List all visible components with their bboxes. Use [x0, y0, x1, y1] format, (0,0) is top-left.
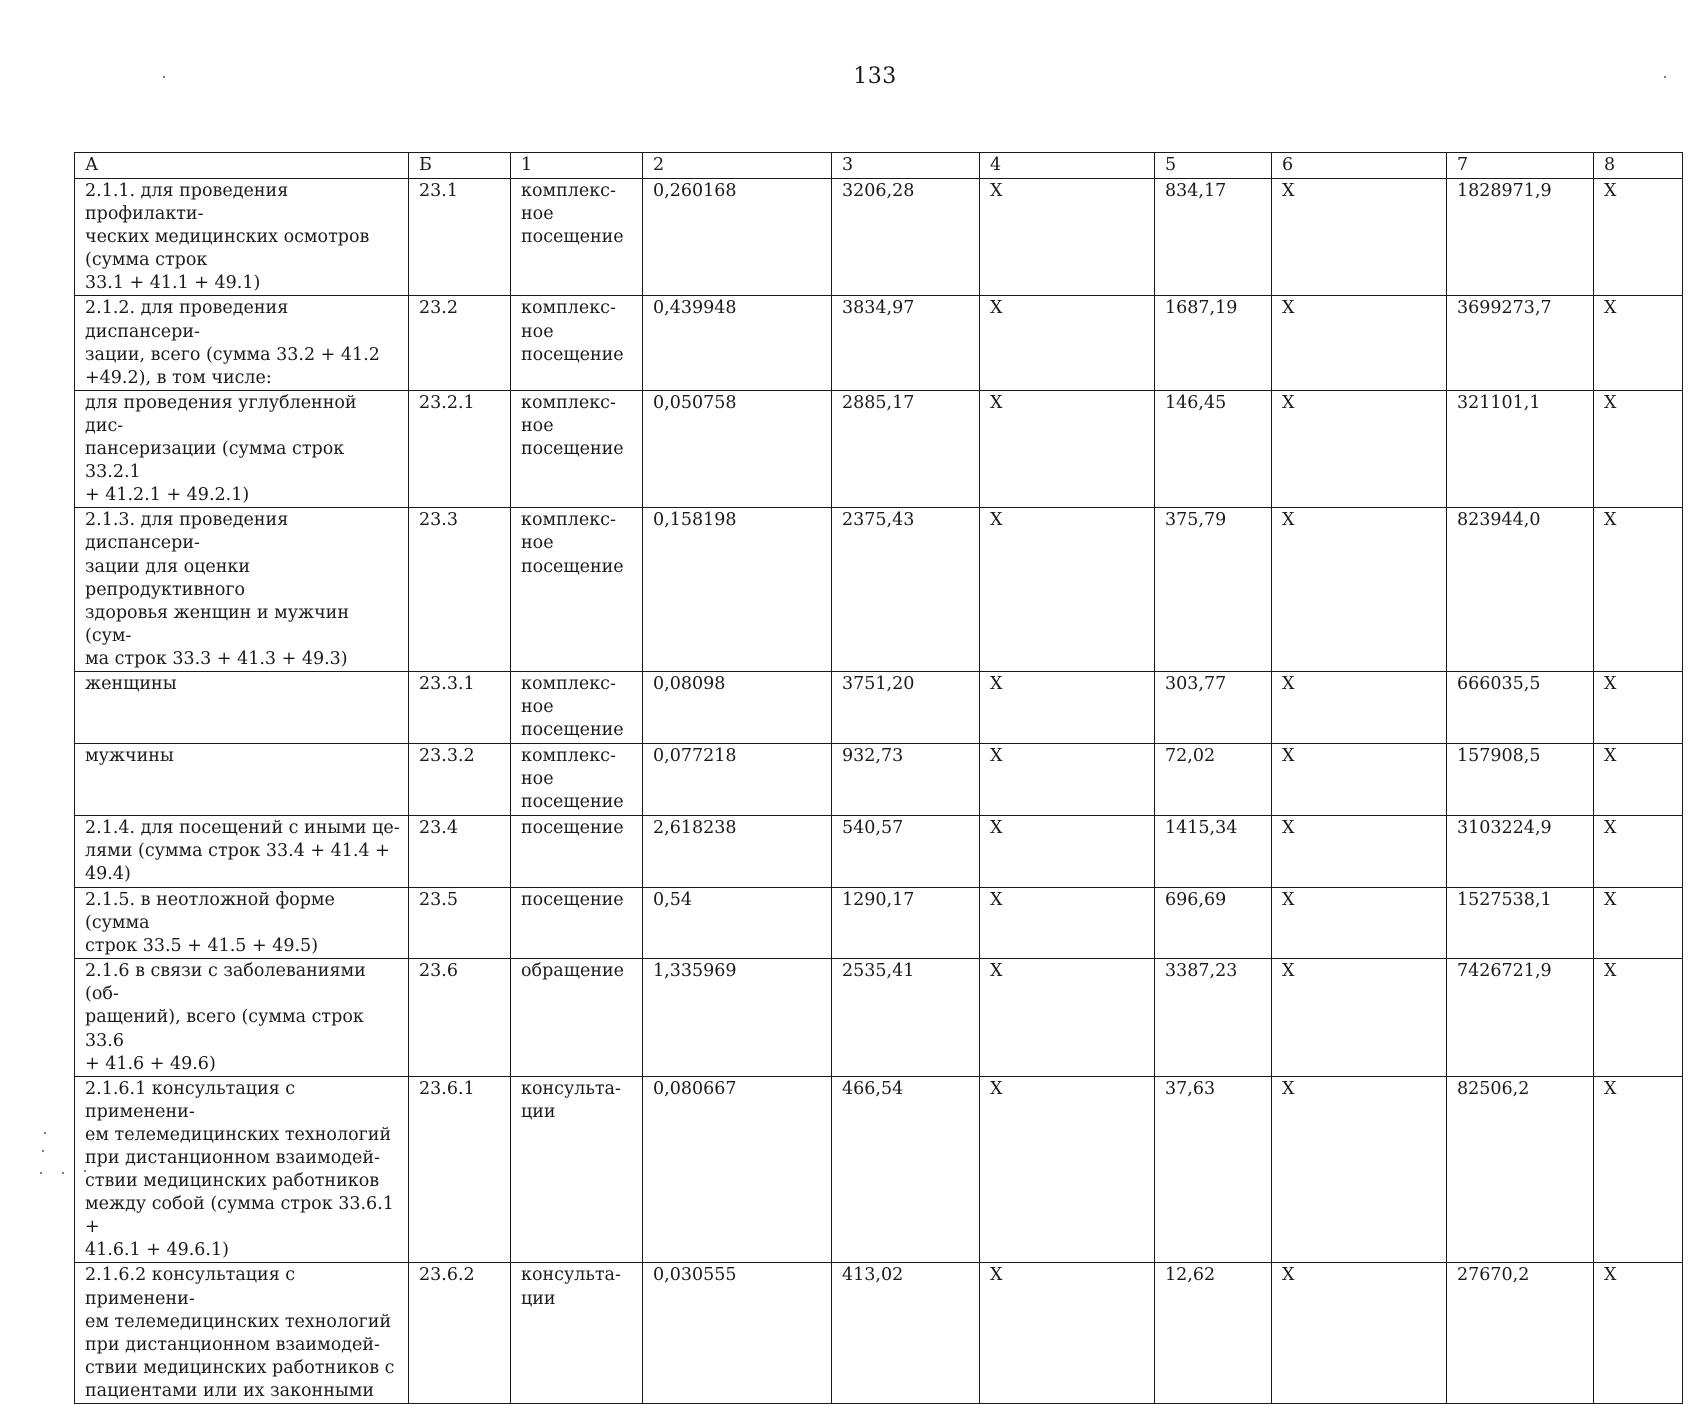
value-cell-7: 666035,5	[1447, 671, 1594, 743]
unit-cell: комплекс- ное посещение	[511, 390, 643, 507]
value-cell-5: 12,62	[1155, 1263, 1272, 1404]
value-cell-2: 0,050758	[643, 390, 832, 507]
value-cell-8: Х	[1594, 296, 1683, 390]
table-row	[75, 743, 1683, 815]
value-cell-4: Х	[980, 815, 1155, 887]
value-cell-7: 3103224,9	[1447, 815, 1594, 887]
row-label-cell: 2.1.6.1 консультация с применени- ем телемедицинских технологий при дистанционном взаимодей- ствии медицинских работников между собой (сумма строк 33.6.1 + 41.6.1 + 49.6.1)	[75, 1076, 409, 1263]
value-cell-7: 1828971,9	[1447, 179, 1594, 296]
header-cell-4: 4	[980, 153, 1155, 179]
value-cell-5: 1415,34	[1155, 815, 1272, 887]
row-label-cell: для проведения углубленной дис- пансеризации (сумма строк 33.2.1 + 41.2.1 + 49.2.1)	[75, 390, 409, 507]
value-cell-4: Х	[980, 887, 1155, 958]
value-cell-6: Х	[1272, 743, 1447, 815]
table-row	[75, 959, 1683, 1076]
value-cell-3: 2535,41	[832, 959, 980, 1076]
row-label-cell: 2.1.4. для посещений с иными це- лями (сумма строк 33.4 + 41.4 + 49.4)	[75, 815, 409, 887]
value-cell-3: 3834,97	[832, 296, 980, 390]
value-cell-8: Х	[1594, 390, 1683, 507]
row-label-cell: женщины	[75, 671, 409, 743]
value-cell-3: 413,02	[832, 1263, 980, 1404]
value-cell-8: Х	[1594, 887, 1683, 958]
value-cell-7: 27670,2	[1447, 1263, 1594, 1404]
value-cell-7: 823944,0	[1447, 508, 1594, 672]
value-cell-2: 0,158198	[643, 508, 832, 672]
value-cell-4: Х	[980, 671, 1155, 743]
header-cell-5: 5	[1155, 153, 1272, 179]
row-label-cell: 2.1.3. для проведения диспансери- зации для оценки репродуктивного здоровья женщин и мужчин (сум- ма строк 33.3 + 41.3 + 49.3)	[75, 508, 409, 672]
value-cell-2: 0,260168	[643, 179, 832, 296]
table-row	[75, 296, 1683, 390]
row-code-cell: 23.2	[409, 296, 511, 390]
table-row	[75, 815, 1683, 887]
row-label-cell: 2.1.6 в связи с заболеваниями (об- ращений), всего (сумма строк 33.6 + 41.6 + 49.6)	[75, 959, 409, 1076]
table-row	[75, 671, 1683, 743]
value-cell-8: Х	[1594, 959, 1683, 1076]
value-cell-5: 834,17	[1155, 179, 1272, 296]
value-cell-4: Х	[980, 508, 1155, 672]
value-cell-7: 7426721,9	[1447, 959, 1594, 1076]
scan-speck	[40, 1172, 42, 1174]
header-cell-6: 6	[1272, 153, 1447, 179]
value-cell-6: Х	[1272, 1263, 1447, 1404]
unit-cell: комплекс- ное посещение	[511, 508, 643, 672]
scan-speck	[163, 76, 165, 78]
value-cell-8: Х	[1594, 1263, 1683, 1404]
value-cell-6: Х	[1272, 1076, 1447, 1263]
value-cell-2: 0,08098	[643, 671, 832, 743]
value-cell-3: 540,57	[832, 815, 980, 887]
value-cell-4: Х	[980, 390, 1155, 507]
row-code-cell: 23.3.2	[409, 743, 511, 815]
value-cell-5: 3387,23	[1155, 959, 1272, 1076]
row-code-cell: 23.3.1	[409, 671, 511, 743]
value-cell-7: 82506,2	[1447, 1076, 1594, 1263]
value-cell-3: 466,54	[832, 1076, 980, 1263]
row-code-cell: 23.6.1	[409, 1076, 511, 1263]
row-code-cell: 23.3	[409, 508, 511, 672]
value-cell-4: Х	[980, 296, 1155, 390]
value-cell-5: 37,63	[1155, 1076, 1272, 1263]
value-cell-2: 0,080667	[643, 1076, 832, 1263]
value-cell-5: 303,77	[1155, 671, 1272, 743]
unit-cell: комплекс- ное посещение	[511, 179, 643, 296]
value-cell-3: 1290,17	[832, 887, 980, 958]
row-code-cell: 23.2.1	[409, 390, 511, 507]
table-row	[75, 508, 1683, 672]
header-cell-8: 8	[1594, 153, 1683, 179]
scan-speck	[62, 1172, 64, 1174]
value-cell-2: 0,030555	[643, 1263, 832, 1404]
row-label-cell: мужчины	[75, 743, 409, 815]
row-code-cell: 23.6	[409, 959, 511, 1076]
value-cell-6: Х	[1272, 296, 1447, 390]
table-header-row	[75, 153, 1683, 179]
value-cell-6: Х	[1272, 671, 1447, 743]
header-cell-a: А	[75, 153, 409, 179]
scan-speck	[42, 1150, 44, 1152]
unit-cell: комплекс- ное посещение	[511, 296, 643, 390]
unit-cell: посещение	[511, 815, 643, 887]
table-row	[75, 887, 1683, 958]
unit-cell: комплекс- ное посещение	[511, 743, 643, 815]
value-cell-6: Х	[1272, 508, 1447, 672]
value-cell-5: 146,45	[1155, 390, 1272, 507]
value-cell-8: Х	[1594, 1076, 1683, 1263]
header-cell-2: 2	[643, 153, 832, 179]
value-cell-8: Х	[1594, 671, 1683, 743]
unit-cell: посещение	[511, 887, 643, 958]
table-row	[75, 179, 1683, 296]
value-cell-6: Х	[1272, 959, 1447, 1076]
table-row	[75, 390, 1683, 507]
unit-cell: комплекс- ное посещение	[511, 671, 643, 743]
table-row	[75, 1076, 1683, 1263]
header-cell-b: Б	[409, 153, 511, 179]
value-cell-7: 157908,5	[1447, 743, 1594, 815]
value-cell-2: 0,54	[643, 887, 832, 958]
table-row	[75, 1263, 1683, 1404]
value-cell-6: Х	[1272, 815, 1447, 887]
page-number: 133	[853, 64, 897, 89]
value-cell-2: 2,618238	[643, 815, 832, 887]
value-cell-2: 0,439948	[643, 296, 832, 390]
value-cell-2: 0,077218	[643, 743, 832, 815]
row-code-cell: 23.6.2	[409, 1263, 511, 1404]
row-code-cell: 23.1	[409, 179, 511, 296]
value-cell-5: 375,79	[1155, 508, 1272, 672]
row-label-cell: 2.1.6.2 консультация с применени- ем телемедицинских технологий при дистанционном взаимодей- ствии медицинских работников с пациентами или их законными	[75, 1263, 409, 1404]
row-label-cell: 2.1.1. для проведения профилакти- ческих медицинских осмотров (сумма строк 33.1 + 41.1 + 49.1)	[75, 179, 409, 296]
value-cell-5: 696,69	[1155, 887, 1272, 958]
value-cell-5: 1687,19	[1155, 296, 1272, 390]
value-cell-7: 321101,1	[1447, 390, 1594, 507]
unit-cell: обращение	[511, 959, 643, 1076]
header-cell-7: 7	[1447, 153, 1594, 179]
value-cell-8: Х	[1594, 743, 1683, 815]
value-cell-7: 3699273,7	[1447, 296, 1594, 390]
data-table	[74, 152, 1683, 1404]
value-cell-8: Х	[1594, 508, 1683, 672]
header-cell-3: 3	[832, 153, 980, 179]
value-cell-4: Х	[980, 179, 1155, 296]
value-cell-4: Х	[980, 1076, 1155, 1263]
header-cell-1: 1	[511, 153, 643, 179]
value-cell-3: 2885,17	[832, 390, 980, 507]
value-cell-3: 3751,20	[832, 671, 980, 743]
value-cell-4: Х	[980, 743, 1155, 815]
value-cell-3: 2375,43	[832, 508, 980, 672]
value-cell-3: 3206,28	[832, 179, 980, 296]
unit-cell: консульта- ции	[511, 1263, 643, 1404]
unit-cell: консульта- ции	[511, 1076, 643, 1263]
value-cell-8: Х	[1594, 179, 1683, 296]
value-cell-3: 932,73	[832, 743, 980, 815]
row-label-cell: 2.1.5. в неотложной форме (сумма строк 33.5 + 41.5 + 49.5)	[75, 887, 409, 958]
value-cell-5: 72,02	[1155, 743, 1272, 815]
value-cell-2: 1,335969	[643, 959, 832, 1076]
row-code-cell: 23.4	[409, 815, 511, 887]
value-cell-7: 1527538,1	[1447, 887, 1594, 958]
row-label-cell: 2.1.2. для проведения диспансери- зации, всего (сумма 33.2 + 41.2 +49.2), в том числе:	[75, 296, 409, 390]
value-cell-6: Х	[1272, 390, 1447, 507]
value-cell-8: Х	[1594, 815, 1683, 887]
row-code-cell: 23.5	[409, 887, 511, 958]
scan-speck	[44, 1132, 46, 1134]
value-cell-6: Х	[1272, 179, 1447, 296]
value-cell-6: Х	[1272, 887, 1447, 958]
scan-speck	[1664, 76, 1666, 78]
value-cell-4: Х	[980, 959, 1155, 1076]
value-cell-4: Х	[980, 1263, 1155, 1404]
